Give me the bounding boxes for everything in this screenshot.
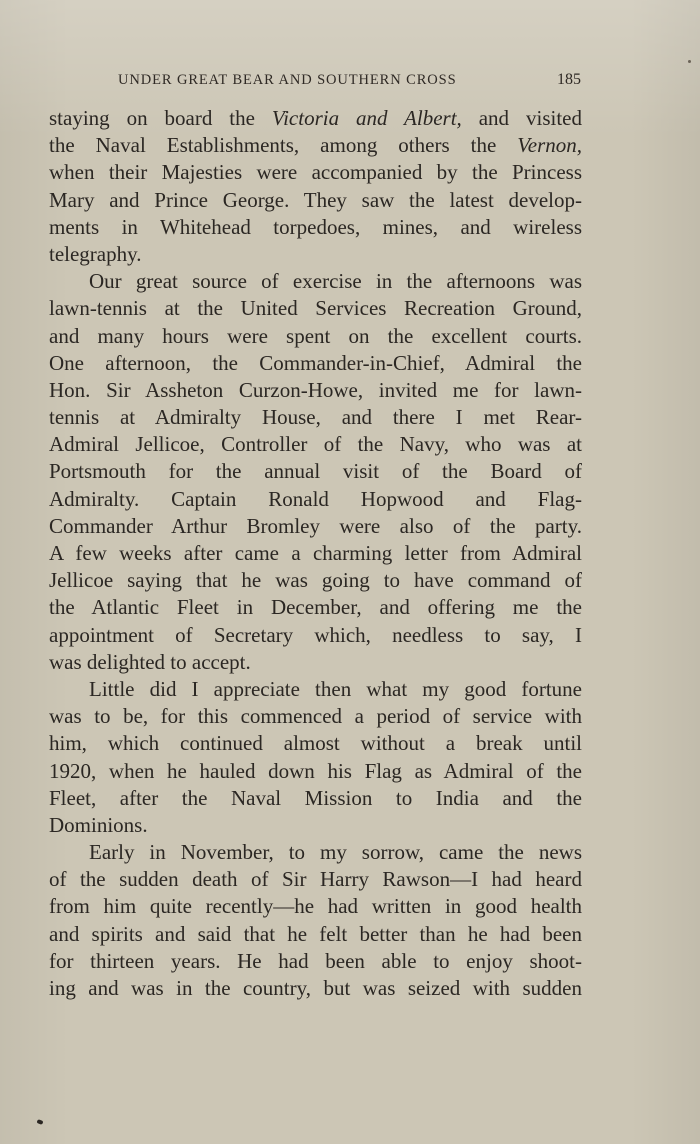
text-line: A few weeks after came a charming letter from Admiral [49,541,582,565]
text-line: Hon. Sir Assheton Curzon-Howe, invited me for lawn- [49,377,582,402]
text-line: Commander Arthur Bromley were also of the party. [49,513,582,538]
text-line: appointment of Secretary which, needless to say, I [49,622,582,647]
text-line: the Naval Establishments, among others the Vernon, [49,133,582,158]
text-line: was to be, for this commenced a period of service with [49,704,582,729]
text-line: for thirteen years. He had been able to enjoy shoot- [49,948,582,973]
text-line: Fleet, after the Naval Mission to India and the [49,785,582,810]
text-line: and spirits and said that he felt better than he had been [49,921,582,946]
text-line: tennis at Admiralty House, and there I met Rear- [49,405,582,430]
text-line: Little did I appreciate then what my good fortune [89,676,582,701]
text-line: Early in November, to my sorrow, came the news [89,840,582,865]
text-line: when their Majesties were accompanied by the Princess [49,160,582,185]
text-line: from him quite recently—he had written in good health [49,894,582,919]
text-line: ing and was in the country, but was seized with sudden [49,976,582,1000]
text-line: One afternoon, the Commander-in-Chief, Admiral the [49,350,582,375]
text-line: lawn-tennis at the United Services Recreation Ground, [49,296,582,321]
text-line: telegraphy. [49,241,142,266]
body-text [49,105,582,1002]
text-line: and many hours were spent on the excellent courts. [49,323,582,348]
text-line: Our great source of exercise in the afternoons was [89,269,582,294]
running-head: UNDER GREAT BEAR AND SOUTHERN CROSS [118,72,457,88]
text-line: ments in Whitehead torpedoes, mines, and wireless [49,214,582,239]
text-line: staying on board the Victoria and Albert, and visited [49,106,582,130]
ink-speck [36,1119,43,1125]
page-number: 185 [557,71,581,88]
text-line: 1920, when he hauled down his Flag as Admiral of the [49,758,582,783]
text-line: him, which continued almost without a break until [49,731,582,756]
text-line: was delighted to accept. [49,649,251,674]
page-header [118,72,581,96]
text-line: Jellicoe saying that he was going to have command of [49,568,582,593]
text-line: Admiralty. Captain Ronald Hopwood and Flag- [49,486,582,511]
text-line: the Atlantic Fleet in December, and offering me the [49,595,582,620]
text-line: Admiral Jellicoe, Controller of the Navy, who was at [49,432,582,457]
ink-speck [688,60,691,63]
text-line: Dominions. [49,812,148,837]
text-line: Mary and Prince George. They saw the latest develop- [49,187,582,212]
text-line: Portsmouth for the annual visit of the Board of [49,459,582,484]
text-line: of the sudden death of Sir Harry Rawson—I had heard [49,867,582,892]
